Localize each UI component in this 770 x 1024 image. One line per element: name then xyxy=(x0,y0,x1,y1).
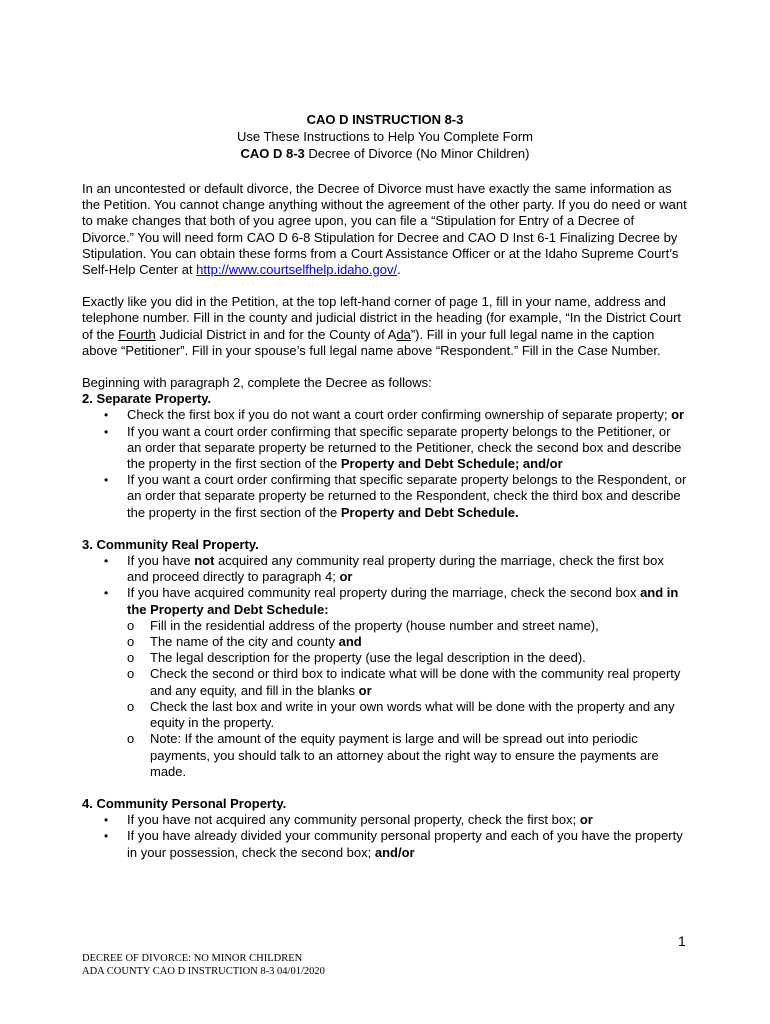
page-footer xyxy=(82,952,325,978)
list-item xyxy=(82,472,687,521)
bullet-icon: • xyxy=(104,554,109,569)
intro-end: . xyxy=(397,262,401,278)
footer-line-2: ADA COUNTY CAO D INSTRUCTION 8-3 04/01/2020 xyxy=(82,966,325,977)
section-community-real-property xyxy=(82,537,687,780)
title-block xyxy=(0,111,770,162)
bullet-text: If you have xyxy=(127,553,195,569)
sub-bullet-text: Note: If the amount of the equity payment is large and will be spread out into periodic payments, you should talk to an attorney about the right way to ensure the payments are made. xyxy=(150,731,659,779)
document-title: CAO D INSTRUCTION 8-3 xyxy=(306,112,464,127)
sub-bullet-text: Fill in the residential address of the property (house number and street name), xyxy=(150,617,599,633)
form-code: CAO D 8-3 xyxy=(240,146,305,161)
bullet-text: acquired any community real property during the marriage, check the first box and proceed directly to paragraph 4; xyxy=(127,553,664,585)
sub-bullet-icon: o xyxy=(127,666,135,682)
sub-bullet-icon: o xyxy=(127,617,135,633)
heading-text-1: Exactly like you did in the Petition, at the top left-hand corner of page 1, fill in your name, address and telephone number. Fill in the county and judicial district in the heading (for example, “In the District Court of the xyxy=(82,294,682,342)
list-item xyxy=(82,424,687,473)
bullet-text: If you want a court order confirming that specific separate property belongs to the Petitioner, or an order that separate property be returned to the Petitioner, check the second box and describe the property in the first section of the xyxy=(127,423,682,472)
spacer xyxy=(82,521,687,537)
intro-text: In an uncontested or default divorce, the Decree of Divorce must have exactly the same information as the Petition. You cannot change anything without the agreement of the other party. If you do need or want to make changes that both of you agree upon, you can file a “Stipulation for Entry of a Decree of Divorce.” You will need form CAO D 6-8 Stipulation for Decree and CAO D Inst 6-1 Finalizing Decree by Stipulation. You can obtain these forms from a Court Assistance Officer or at the Idaho Supreme Court’s Self-Help Center at xyxy=(82,181,687,278)
sub-bullet-bold: and xyxy=(338,634,362,650)
bullet-bold: Property and Debt Schedule. xyxy=(340,504,519,520)
sub-bullet-text: Check the last box and write in your own words what will be done with the property and any equity in the property. xyxy=(150,698,675,731)
section-2-heading: 2. Separate Property. xyxy=(82,391,212,407)
section-2-bullets xyxy=(82,407,687,520)
bullet-bold: or xyxy=(671,407,685,423)
sub-list-item xyxy=(127,731,687,780)
sub-bullet-text: Check the second or third box to indicate what will be done with the community real property and any equity, and fill in the blanks xyxy=(150,666,681,698)
paragraph-2-intro: Beginning with paragraph 2, complete the Decree as follows: xyxy=(82,375,432,391)
bullet-text: Check the first box if you do not want a court order confirming ownership of separate property; xyxy=(127,407,672,423)
bullet-icon: • xyxy=(104,473,109,488)
heading-instructions-paragraph xyxy=(82,294,687,359)
sub-bullet-bold: or xyxy=(358,682,372,698)
sub-list-item xyxy=(127,699,687,731)
bullet-bold: and in the Property and Debt Schedule: xyxy=(127,585,679,617)
sub-list-item xyxy=(127,634,687,650)
section-4-bullets xyxy=(82,812,687,861)
list-item xyxy=(82,553,687,585)
bullet-text: If you have not acquired any community personal property, check the first box; xyxy=(127,812,580,828)
bullet-bold: and/or xyxy=(374,844,415,860)
list-item xyxy=(82,812,687,828)
sub-bullet-icon: o xyxy=(127,650,135,666)
document-body xyxy=(82,181,687,861)
bullet-icon: • xyxy=(104,424,109,439)
bullet-text: If you have already divided your community personal property and each of you have the property in your possession, check the second box; xyxy=(127,828,683,860)
bullet-icon: • xyxy=(104,829,109,844)
sub-bullet-text: The name of the city and county xyxy=(150,634,339,650)
bullet-text: If you have acquired community real property during the marriage, check the second box xyxy=(127,585,641,601)
sub-list-item xyxy=(127,618,687,634)
section-3-bullets xyxy=(82,553,687,780)
footer-line-1: DECREE OF DIVORCE: NO MINOR CHILDREN xyxy=(82,953,303,964)
bullet-icon: • xyxy=(104,586,109,601)
bullet-bold: not xyxy=(194,553,215,569)
list-item xyxy=(82,407,687,423)
list-item xyxy=(82,828,687,860)
bullet-text: If you want a court order confirming that specific separate property belongs to the Respondent, or an order that separate property be returned to the Respondent, check the third box and describe the property in the first section of the xyxy=(127,472,687,520)
sub-bullet-icon: o xyxy=(127,698,135,714)
bullet-bold: Property and Debt Schedule; and/or xyxy=(340,456,563,472)
page-number: 1 xyxy=(678,933,686,949)
form-reference xyxy=(0,145,770,162)
section-community-personal-property xyxy=(82,796,687,861)
bullet-icon: • xyxy=(104,408,109,423)
sub-bullet-text: The legal description for the property (use the legal description in the deed). xyxy=(150,650,586,666)
heading-text-3: ”). Fill in your full legal name in the caption above “Petitioner”. Fill in your spouse’s full legal name above “Respondent.” Fill in the Case Number. xyxy=(82,326,661,358)
intro-paragraph xyxy=(82,181,687,278)
sub-list-item xyxy=(127,666,687,698)
bullet-bold: or xyxy=(579,812,593,828)
section-4-heading: 4. Community Personal Property. xyxy=(82,795,287,811)
self-help-link[interactable]: http://www.courtselfhelp.idaho.gov/ xyxy=(196,262,398,278)
bullet-icon: • xyxy=(104,813,109,828)
form-name: Decree of Divorce (No Minor Children) xyxy=(304,146,530,161)
sub-bullet-icon: o xyxy=(127,634,135,650)
section-separate-property xyxy=(82,391,687,521)
bullet-bold: or xyxy=(339,569,353,585)
section-3-heading: 3. Community Real Property. xyxy=(82,536,259,552)
document-subtitle: Use These Instructions to Help You Complete Form xyxy=(236,129,534,144)
sub-list-item xyxy=(127,650,687,666)
sub-bullets xyxy=(127,618,687,780)
sub-bullet-icon: o xyxy=(127,731,135,747)
fourth-underlined: Fourth xyxy=(118,326,156,342)
heading-text-2: Judicial District in and for the County of A xyxy=(155,326,397,342)
spacer xyxy=(82,780,687,796)
list-item xyxy=(82,585,687,779)
ada-underlined: da xyxy=(396,326,411,342)
